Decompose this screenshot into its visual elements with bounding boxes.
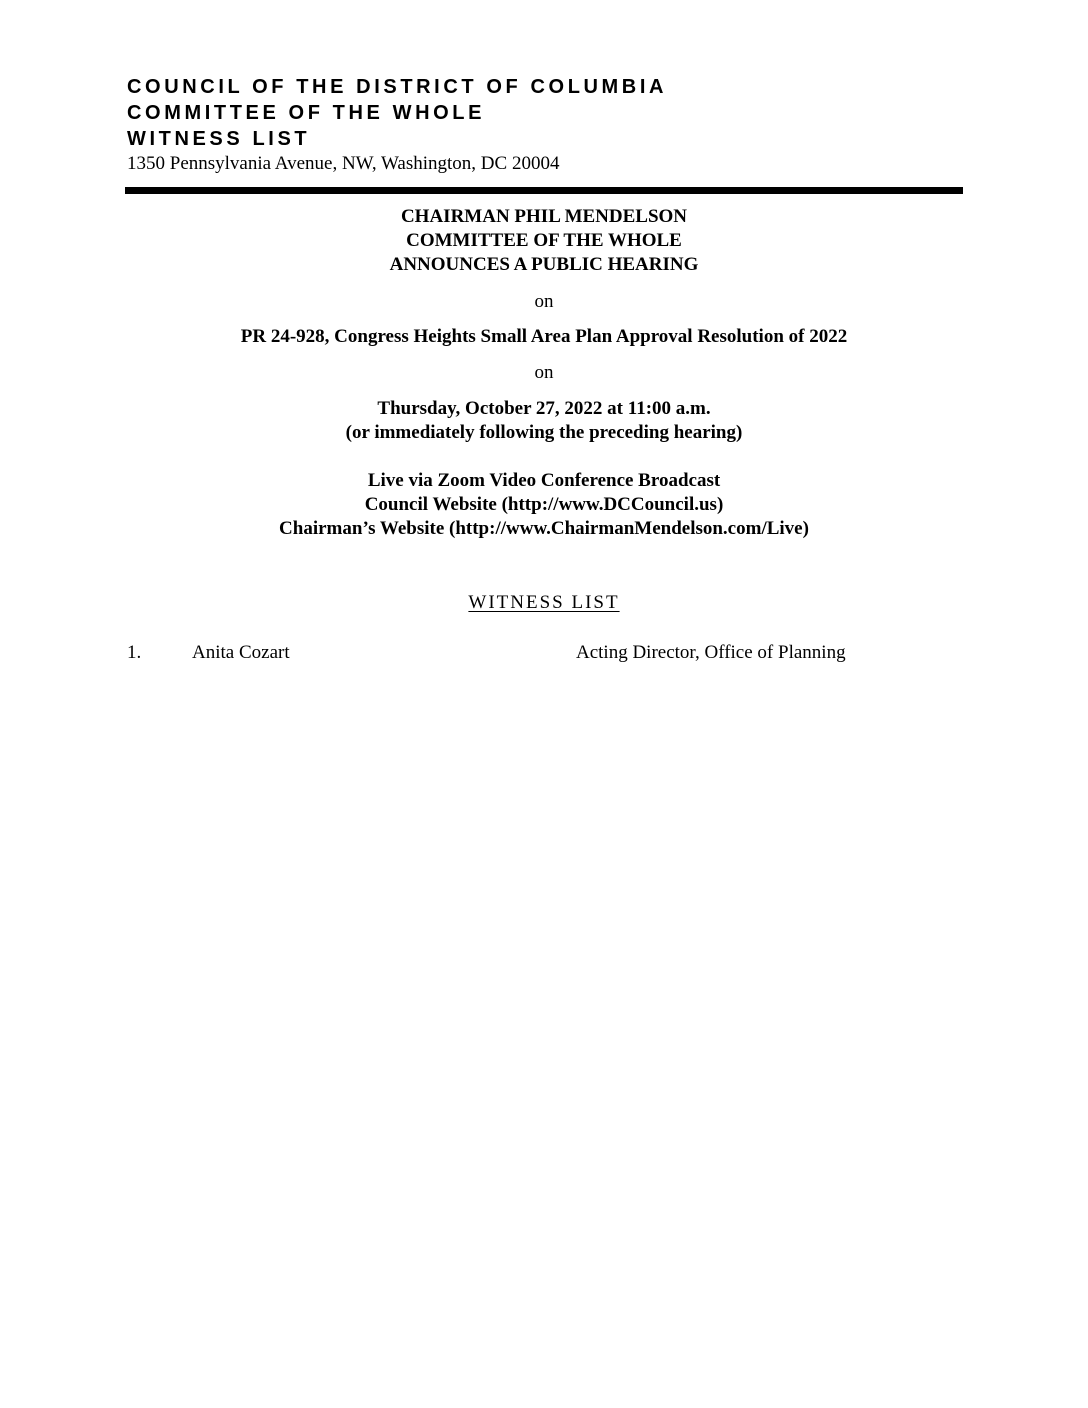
on-text-2: on	[534, 362, 554, 383]
hearing-date-note: (or immediately following the preceding hearing)	[345, 422, 743, 443]
resolution-title: PR 24-928, Congress Heights Small Area Plan Approval Resolution of 2022	[240, 326, 848, 347]
chairman-website: Chairman’s Website (http://www.ChairmanMendelson.com/Live)	[279, 518, 809, 539]
chairman-line: CHAIRMAN PHIL MENDELSON	[400, 206, 688, 227]
council-website: Council Website (http://www.DCCouncil.us)	[364, 494, 724, 515]
broadcast-line: Live via Zoom Video Conference Broadcast	[367, 470, 721, 491]
document-type: WITNESS LIST	[127, 128, 311, 150]
announces-line: ANNOUNCES A PUBLIC HEARING	[389, 254, 699, 275]
committee-line: COMMITTEE OF THE WHOLE	[406, 230, 682, 251]
header-divider	[125, 187, 963, 194]
witness-row	[0, 641, 1088, 665]
broadcast-block	[125, 469, 963, 541]
council-address: 1350 Pennsylvania Avenue, NW, Washington, DC 20004	[127, 153, 560, 174]
hearing-date-block	[125, 397, 963, 445]
on-text-1: on	[534, 291, 554, 312]
witness-list-heading: WITNESS LIST	[468, 592, 620, 613]
committee-name: COMMITTEE OF THE WHOLE	[127, 102, 486, 124]
witness-number: 1.	[127, 642, 142, 663]
hearing-date-time: Thursday, October 27, 2022 at 11:00 a.m.	[377, 398, 711, 419]
witness-title: Acting Director, Office of Planning	[576, 642, 846, 663]
announcement-heading	[125, 205, 963, 277]
witness-name: Anita Cozart	[192, 642, 290, 663]
council-name: COUNCIL OF THE DISTRICT OF COLUMBIA	[127, 76, 668, 98]
letterhead	[127, 74, 967, 176]
